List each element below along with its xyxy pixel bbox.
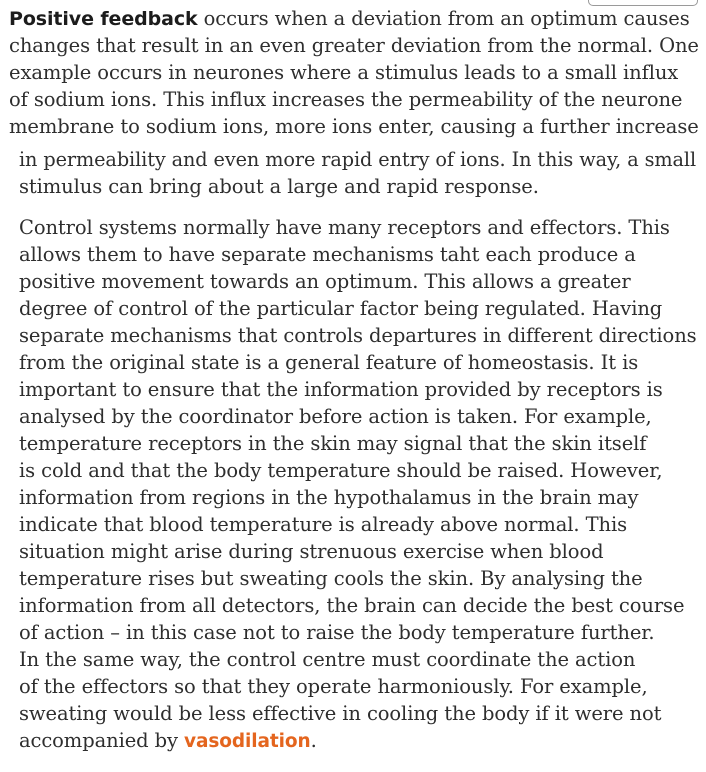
text-line: situation might arise during strenuous exercise when blood (19, 540, 604, 563)
text-line: of action – in this case not to raise the body temperature further. (19, 621, 655, 644)
text-line: Control systems normally have many receptors and effectors. This (19, 216, 670, 239)
text-line: Positive feedback occurs when a deviation from an optimum causes (9, 7, 690, 30)
text-line: changes that result in an even greater deviation from the normal. One (9, 34, 699, 57)
text-line: degree of control of the particular factor being regulated. Having (19, 297, 663, 320)
text-line: of sodium ions. This influx increases the permeability of the neurone (9, 88, 683, 111)
text-line: In the same way, the control centre must coordinate the action (19, 648, 636, 671)
text-line: positive movement towards an optimum. This allows a greater (19, 270, 631, 293)
text-line: in permeability and even more rapid entry of ions. In this way, a small (19, 148, 697, 171)
text-line: information from all detectors, the brain can decide the best course (19, 594, 685, 617)
text-line: is cold and that the body temperature should be raised. However, (19, 459, 663, 482)
text-line: separate mechanisms that controls departures in different directions (19, 324, 697, 347)
key-term-vasodilation: vasodilation (184, 731, 311, 752)
text-line: membrane to sodium ions, more ions enter, causing a further increase (9, 115, 699, 138)
text-line: of the effectors so that they operate harmoniously. For example, (19, 675, 648, 698)
text-line: accompanied by vasodilation. (19, 729, 317, 752)
text-line: stimulus can bring about a large and rapid response. (19, 175, 539, 198)
key-term-positive-feedback: Positive feedback (9, 8, 198, 30)
text-line: temperature rises but sweating cools the skin. By analysing the (19, 567, 643, 590)
text-line: from the original state is a general feature of homeostasis. It is (19, 351, 639, 374)
text-line: example occurs in neurones where a stimulus leads to a small influx (9, 61, 679, 84)
text-line: information from regions in the hypothalamus in the brain may (19, 486, 639, 509)
text-line: temperature receptors in the skin may signal that the skin itself (19, 432, 647, 455)
text-line: analysed by the coordinator before action is taken. For example, (19, 405, 652, 428)
text-line: indicate that blood temperature is already above normal. This (19, 513, 628, 536)
text-line: sweating would be less effective in cooling the body if it were not (19, 702, 662, 725)
text-line: important to ensure that the information provided by receptors is (19, 378, 663, 401)
text-line: allows them to have separate mechanisms taht each produce a (19, 243, 636, 266)
